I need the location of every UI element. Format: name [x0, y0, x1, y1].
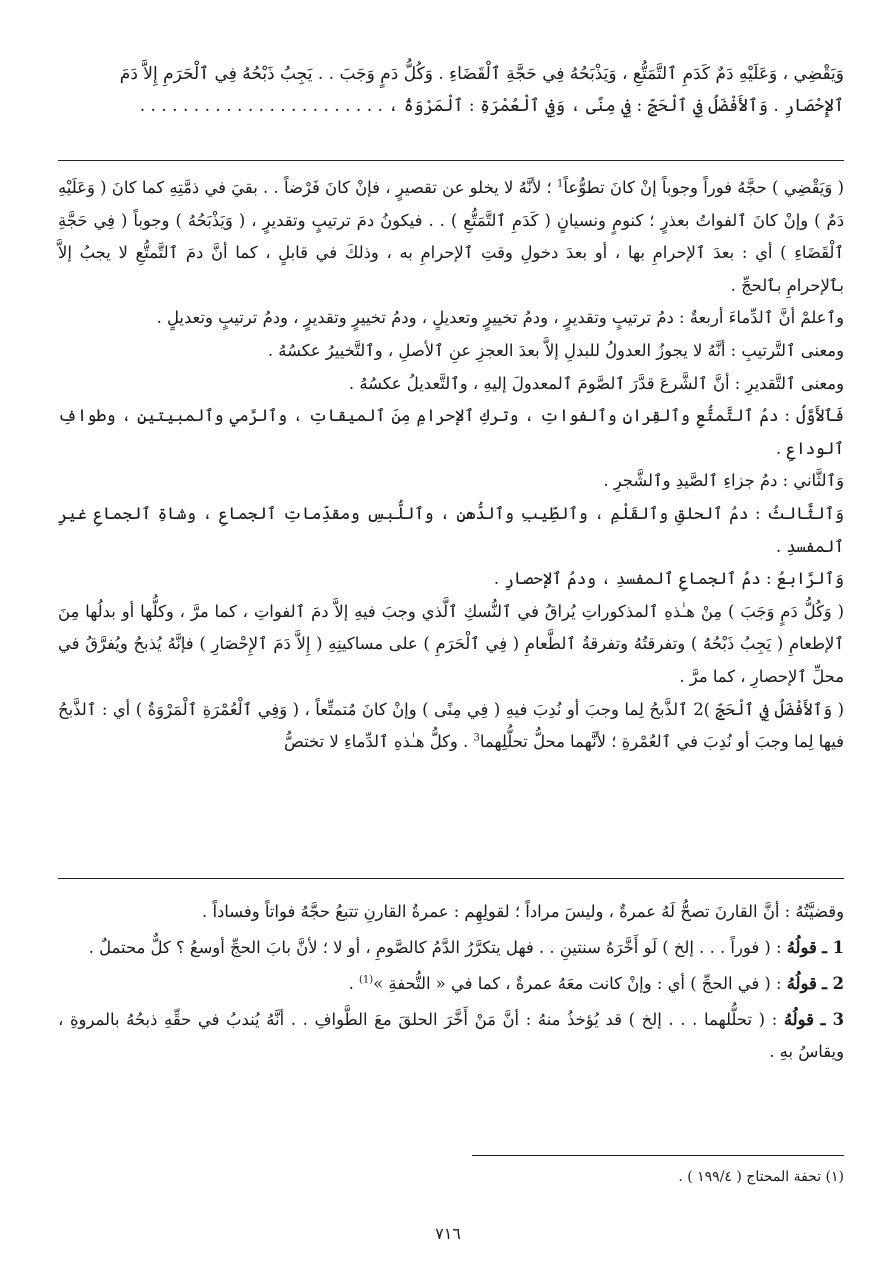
note-number: 3 ـ: [820, 1010, 844, 1029]
sharh-paragraph: وٱعلمْ أنَّ ٱلدِّماءَ أربعةٌ : دمُ ترتيبٍ وتقديرٍ ، ودمُ تخييرٍ وتعديلٍ ، ودمُ تخييرٍ وتقديرٍ ، ودمُ ترتيبٍ وتعديلٍ .: [156, 308, 844, 328]
matn-text: [58, 58, 844, 122]
hashiya-intro: وقضيَّتُهُ : أنَّ القارنَ تصحُّ لَهُ عمرةٌ ، وليسَ مراداً ؛ لقولِهِم : عمرةُ القارنِ تتبعُ حجَّهُ فواتاً وفساداً .: [202, 902, 844, 921]
sharh-paragraph: وَٱلثَّاني : دمُ جزاءِ ٱلصَّيدِ وٱلشَّجرِ .: [603, 471, 844, 491]
matn-line: وَيَقْضِي ، وَعَلَيْهِ دَمٌ كَدَمِ ٱلتَّمَتُّعِ ، وَيَذْبَحُهُ فِي حَجَّةِ ٱلْقَضَاءِ . وَكُلُّ دَمٍ وَجَبَ . . يَجِبُ ذَبْحُهُ فِي ٱلْحَرَمِ إِلاَّ دَمَ: [119, 64, 844, 84]
note-head: قولُهُ: [786, 938, 817, 957]
note-tail: .: [348, 974, 359, 993]
matn-divider: [58, 160, 844, 161]
footnote-ref[interactable]: 3: [473, 732, 480, 744]
hashiya-notes: [58, 896, 844, 1072]
matn-line: ٱلإِحْصَارِ . وَٱلأَفْضَلُ فِي ٱلْحَجِّ : فِي مِنًى ، وَفِي ٱلْعُمْرَةِ : ٱلْمَرْوَةُ ، . . . . . . . . . . . . . . . . . . . . . . .: [139, 96, 844, 116]
hashiya-note: [58, 932, 844, 964]
sharh-paragraph: فَٱلأَوَّلُ : دمُ ٱلتَّمتُّعِ وٱلقِرانِ وٱلفواتِ ، وتركِ ٱلإحرامِ مِنَ ٱلميقاتِ ، وٱلرَّمي وٱلمبيتينِ ، وطوافِ ٱلوداعِ .: [58, 406, 844, 458]
note-number: 1 ـ: [822, 938, 844, 957]
sharh-text: [58, 172, 844, 759]
footnote-divider: [472, 1155, 844, 1156]
sharh-paragraph: ومعنى ٱلتَّرتيبِ : أنَّهُ لا يجوزُ العدولُ للبدلِ إلاَّ بعدَ العجزِ عنِ ٱلأصلِ ، وٱلتَّخييرُ عكسُهُ .: [267, 340, 844, 360]
sharh-paragraph: وَٱلثَّالثُ : دمُ ٱلحلقِ وٱلقَلْمِ ، وٱلطِّيبِ وٱلدُّهنِ ، وٱللُّبسِ ومقدِّماتِ ٱلجماعِ ، وشاةِ ٱلجماعِ غيرِ ٱلمفسدِ .: [58, 503, 844, 556]
sharh-paragraph: ( وَيَقْضِي ) حجَّهُ فوراً وجوباً إنْ كانَ تطوُّعاً$^1$ ؛ لأنَّهُ لا يخلو عن تقصيرٍ ، فإنْ كانَ فَرْضاً . . بقيَ في ذمَّتِهِ كما كانَ ( وَعَلَيْهِ دَمٌ ) وإنْ كانَ ٱلفواتُ بعذرٍ ؛ كنومٍ ونسيانٍ ( كَدَمِ ٱلتَّمَتُّعِ ) . . فيكونُ دمَ ترتيبٍ وتقديرٍ ، ( وَيَذْبَحُهُ ) وجوباً ( فِي حَجَّةِ ٱلْقَضَاءِ ) أي : بعدَ ٱلإحرامِ بها ، أو بعدَ دخولِ وقتِ ٱلإحرامِ به ، وذلكَ في قابلٍ ، كما أنَّ دمَ ٱلتَّمتُّعِ لا يجبُ إلاَّ بٱلإحرامِ بٱلحجِّ .: [58, 178, 844, 295]
hashiya-note: [58, 1004, 844, 1068]
note-text: : ( في الحجِّ ) أي : وإنْ كانت معَهُ عمرةٌ ، كما في « التُّحفةِ »: [373, 974, 782, 993]
hashiya-divider: [58, 878, 844, 879]
sharh-paragraph: ومعنى ٱلتَّقديرِ : أنَّ ٱلشَّرعَ قدَّرَ ٱلصَّومَ ٱلمعدولَ إليهِ ، وٱلتَّعديلُ عكسُهُ .: [348, 373, 844, 393]
note-head: قولُهُ: [786, 974, 817, 993]
footnote-ref[interactable]: 1: [557, 178, 564, 190]
note-number: 2 ـ: [822, 974, 844, 993]
footnote-ref[interactable]: (1): [358, 974, 374, 986]
sharh-paragraph: ( وَكُلُّ دَمٍ وَجَبَ ) مِنْ هـٰذهِ ٱلمذكوراتِ يُراقُ في ٱلنُّسكِ ٱلَّذي وجبَ فيهِ إلاَّ دمَ ٱلفواتِ ، كما مرَّ ، وكلُّها أو بدلُها مِنَ ٱلإطعامِ ( يَجِبُ ذَبْحُهُ ) وتفرقتُهُ وتفرقةُ ٱلطَّعامِ ( فِي ٱلْحَرَمِ ) على مساكينِهِ ( إِلاَّ دَمَ ٱلإِحْصَارِ ) فإنَّهُ يُذبحُ ويُفرَّقُ في محلِّ ٱلإحصارِ ، كما مرَّ .: [58, 601, 844, 686]
sharh-paragraph: وَٱلرَّابعُ : دمُ ٱلجماعِ ٱلمفسدِ ، ودمُ ٱلإحصارِ .: [493, 569, 844, 589]
note-head: قولُهُ: [783, 1010, 814, 1029]
hashiya-note: [58, 968, 844, 1000]
note-text: : ( تحلُّلهما . . . إلخ ) قد يُؤخذُ منهُ : أنَّ مَنْ أَخَّرَ الحلقَ معَ الطَّوافِ . . أنَّهُ يُندبُ في حقِّهِ ذبحُهُ بالمروةِ ، ويقاسُ بهِ .: [58, 1010, 844, 1061]
footnote: (١) تحفة المحتاج ( ١٩٩/٤ ) .: [678, 1169, 844, 1185]
sharh-paragraph: ( وَٱلأَفْضَلُ فِي ٱلْحَجِّ )2 ٱلذَّبحُ لِما وجبَ أو نُدِبَ فيهِ ( فِي مِنًى ) وإنْ كانَ مُتمتِّعاً ، ( وَفِي ٱلْعُمْرَةِ ٱلْمَرْوَةُ ) أي : ٱلذَّبحُ فيها لِما وجبَ أو نُدِبَ في ٱلعُمْرةِ ؛ لأنَّهما محلُّ تحلُّلِهما$^3$ . وكلُّ هـٰذهِ ٱلدِّماءِ لا تختصُّ: [58, 699, 844, 752]
page-number: ٧١٦: [435, 1224, 461, 1243]
note-text: : ( فوراً . . . إلخ ) لَو أَخَّرَهُ سنتينِ . . فهل يتكرَّرُ الدَّمُ كالصَّومِ ، أو لا ؛ لأنَّ بابَ الحجِّ أوسعُ ؟ كلٌّ محتملٌ .: [88, 938, 782, 957]
